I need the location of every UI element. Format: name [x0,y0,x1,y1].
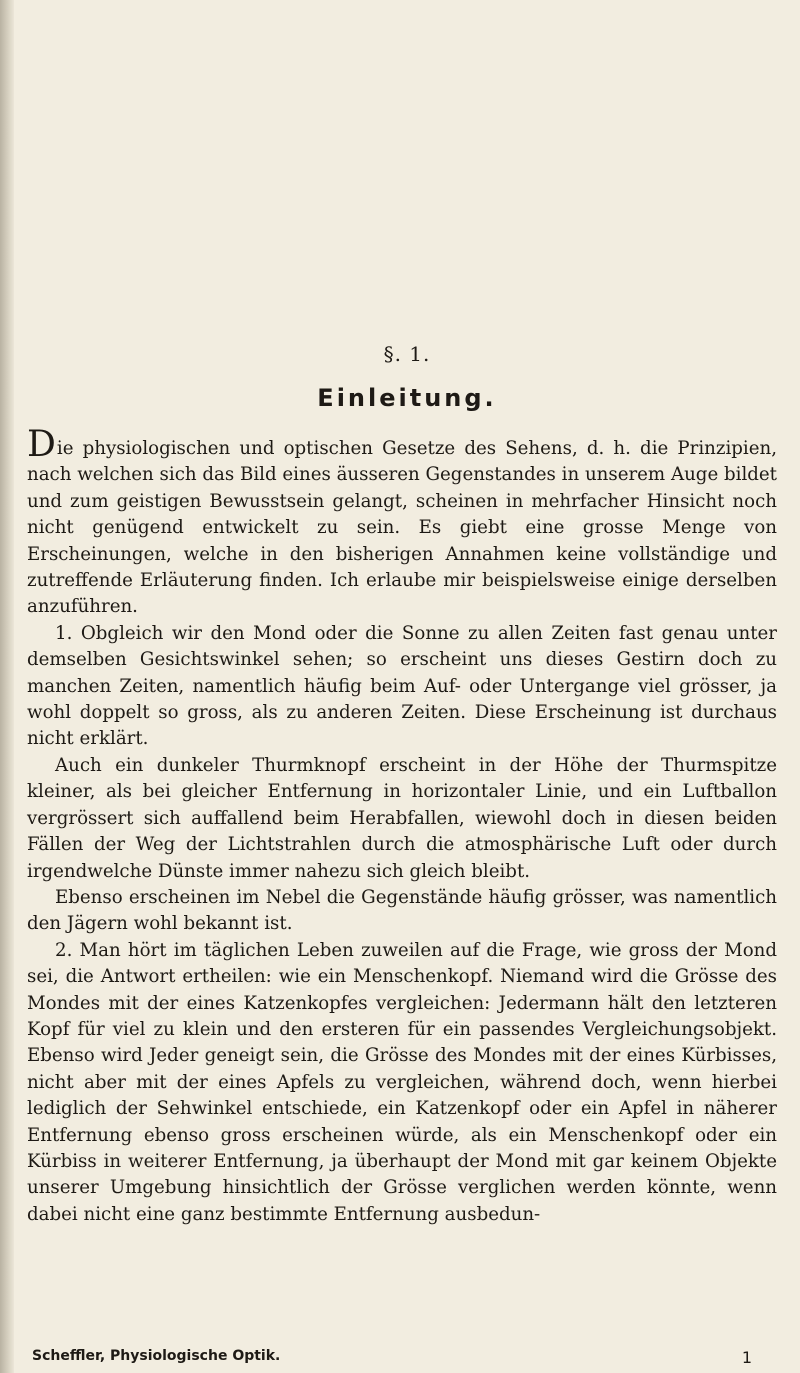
paragraph: Ebenso erscheinen im Nebel die Gegenstände häufig grösser, was namentlich den Jägern wohl bekannt ist. [27,886,777,935]
paragraph-intro [27,424,777,621]
book-spine-shadow [0,0,14,1373]
page-number: 1 [741,1348,752,1367]
book-page [22,0,792,1373]
paragraph: 1. Obgleich wir den Mond oder die Sonne zu allen Zeiten fast genau unter demselben Gesichtswinkel sehen; so erscheint uns dieses Gestirn doch zu manchen Zeiten, namentlich häufig beim Auf- oder Untergange viel grösser, ja wohl doppelt so gross, als zu anderen Zeiten. Diese Erscheinung ist durchaus nicht erklärt. [27,622,777,750]
page-footer [32,1348,752,1367]
body-text [27,424,777,1228]
drop-cap: D [27,424,56,465]
paragraph: 2. Man hört im täglichen Leben zuweilen auf die Frage, wie gross der Mond sei, die Antwort ertheilen: wie ein Menschenkopf. Niemand wird die Grösse des Mondes mit der eines Katzenkopfes vergleichen: Jedermann hält den letzteren Kopf für viel zu klein und den ersteren für ein passendes Vergleichungsobjekt. Ebenso wird Jeder geneigt sein, die Grösse des Mondes mit der eines Kürbisses, nicht aber mit der eines Apfels zu vergleichen, während doch, wenn hierbei lediglich der Sehwinkel entschiede, ein Katzenkopf oder ein Apfel in näherer Entfernung ebenso gross erscheinen würde, als ein Menschenkopf oder ein Kürbiss in weiterer Entfernung, ja überhaupt der Mond mit gar keinem Objekte unserer Umgebung hinsichtlich der Grösse verglichen werden könnte, wenn dabei nicht eine ganz bestimmte Entfernung ausbedun- [27,939,777,1225]
section-number: §. 1. [383,342,431,366]
running-title: Scheffler, Physiologische Optik. [32,1348,281,1364]
paragraph-text: ie physiologischen und optischen Gesetze des Sehens, d. h. die Prinzipien, nach welchen sich das Bild eines äusseren Gegenstandes in unserem Auge bildet und zum geistigen Bewusstsein gelangt, scheinen in mehrfacher Hinsicht noch nicht genügend entwickelt zu sein. Es giebt eine grosse Menge von Erscheinungen, welche in den bisherigen Annahmen keine vollständige und zutreffende Erläuterung finden. Ich erlaube mir beispielsweise einige derselben anzuführen. [27,438,777,618]
paragraph: Auch ein dunkeler Thurmknopf erscheint in der Höhe der Thurmspitze kleiner, als bei gleicher Entfernung in horizontaler Linie, und ein Luftballon vergrössert sich auffallend beim Herabfallen, wiewohl doch in diesen beiden Fällen der Weg der Lichtstrahlen durch die atmosphärische Luft oder durch irgendwelche Dünste immer nahezu sich gleich bleibt. [27,754,777,882]
chapter-title: Einleitung. [317,384,497,412]
